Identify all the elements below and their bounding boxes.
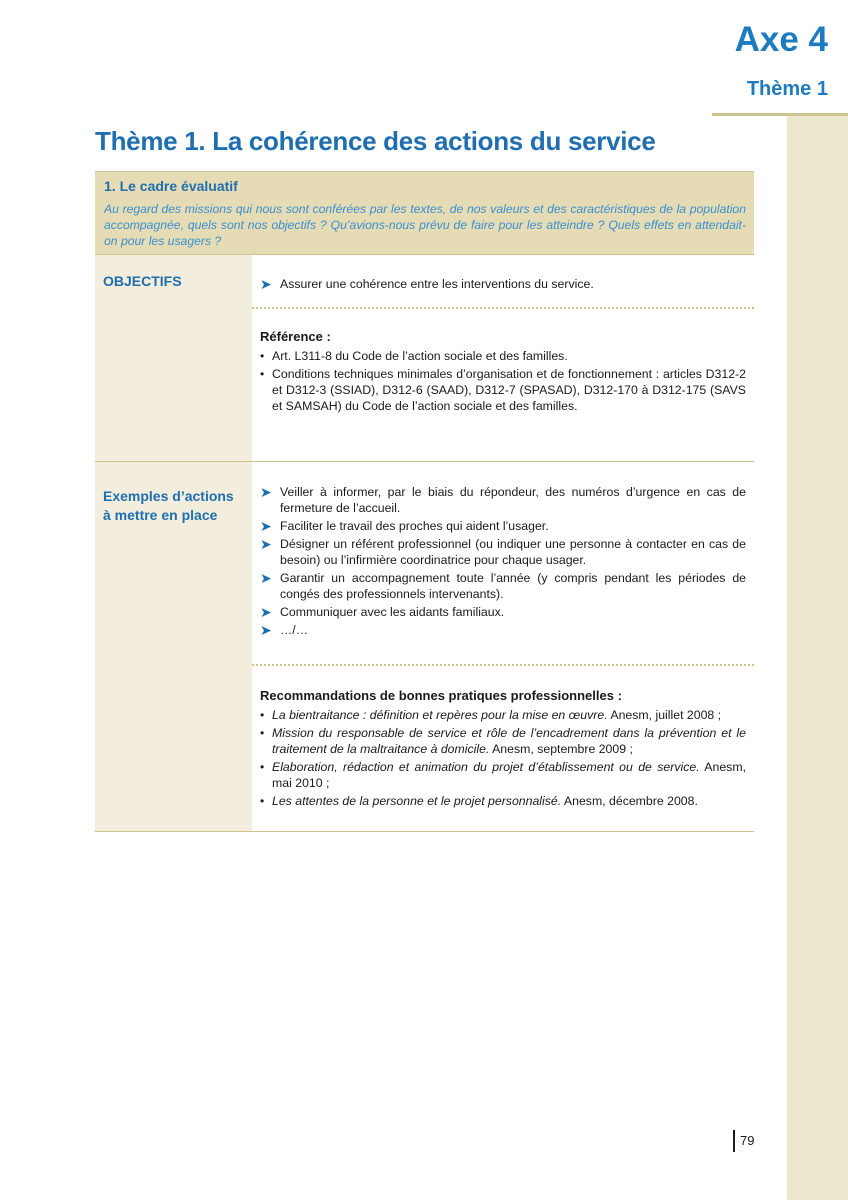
arrow-icon: ➤ (260, 276, 272, 292)
bullet-icon: • (260, 367, 265, 381)
cadre-title: 1. Le cadre évaluatif (104, 178, 238, 194)
bullet-icon: • (260, 349, 265, 363)
objectifs-list (252, 255, 754, 307)
arrow-icon: ➤ (260, 622, 272, 638)
list-item: ➤ …/… (260, 622, 309, 638)
recommendations-block (252, 666, 754, 809)
list-item: • Art. L311-8 du Code de l’action sociale et des familles. (260, 349, 568, 363)
list-item: ➤ Communiquer avec les aidants familiaux. (260, 604, 505, 620)
arrow-icon: ➤ (260, 604, 272, 620)
list-item: ➤ Veiller à informer, par le biais du répondeur, des numéros d’urgence en cas de fermeture de l’accueil. (260, 484, 746, 515)
arrow-icon: ➤ (260, 484, 272, 500)
reference-title: Référence : (260, 329, 331, 344)
content-table (95, 171, 754, 832)
cadre-question: Au regard des missions qui nous sont conférées par les textes, de nos valeurs et des caractéristiques de la population accompagnée, quels sont nos objectifs ? Qu’avions-nous prévu de faire pour les atteindre ? Quels effets en attendait-on pour les usagers ? (104, 202, 746, 248)
side-band (787, 116, 848, 1200)
recommendations-title: Recommandations de bonnes pratiques professionnelles : (260, 688, 622, 703)
axe-title: Axe 4 (734, 20, 828, 59)
list-item: ➤ Faciliter le travail des proches qui aident l’usager. (260, 518, 549, 534)
cadre-evaluatif-box (95, 171, 754, 254)
arrow-icon: ➤ (260, 570, 272, 586)
page-number: 79 (733, 1130, 754, 1152)
bullet-icon: • (260, 708, 265, 722)
chapter-header (528, 20, 828, 101)
header-divider (712, 113, 848, 116)
page-title: Thème 1. La cohérence des actions du service (95, 126, 656, 156)
exemples-list (252, 462, 754, 664)
theme-subtitle: Thème 1 (746, 78, 828, 100)
exemples-row (95, 461, 754, 831)
list-item: ➤ Garantir un accompagnement toute l’année (y compris pendant les périodes de congés des professionnels intervenants). (260, 570, 746, 601)
bullet-icon: • (260, 760, 265, 774)
list-item: • Mission du responsable de service et rôle de l’encadrement dans la prévention et le traitement de la maltraitance à domicile. Anesm, septembre 2009 ; (260, 726, 746, 756)
arrow-icon: ➤ (260, 518, 272, 534)
table-bottom-rule (95, 831, 754, 832)
reference-block (252, 309, 754, 414)
list-item: • La bientraitance : définition et repères pour la mise en œuvre. Anesm, juillet 2008 ; (260, 708, 722, 722)
list-item: • Elaboration, rédaction et animation du projet d’établissement ou de service. Anesm, mai 2010 ; (260, 760, 746, 790)
list-item: ➤ Désigner un référent professionnel (ou indiquer une personne à contacter en cas de besoin) ou l’infirmière coordinatrice pour chaque usager. (260, 536, 746, 567)
bullet-icon: • (260, 726, 265, 740)
objectifs-label: OBJECTIFS (95, 255, 252, 461)
objectifs-row (95, 254, 754, 461)
list-item: • Conditions techniques minimales d’organisation et de fonctionnement : articles D312-2 et D312-3 (SSIAD), D312-6 (SAAD), D312-7 (SPASAD), D312-170 à D312-175 (SAVS et SAMSAH) du Code de l’action sociale et des familles. (260, 367, 746, 413)
exemples-label: Exemples d’actions à mettre en place (95, 462, 252, 831)
arrow-icon: ➤ (260, 536, 272, 552)
list-item: ➤ Assurer une cohérence entre les interventions du service. (260, 276, 594, 292)
bullet-icon: • (260, 794, 265, 808)
list-item: • Les attentes de la personne et le projet personnalisé. Anesm, décembre 2008. (260, 794, 698, 808)
